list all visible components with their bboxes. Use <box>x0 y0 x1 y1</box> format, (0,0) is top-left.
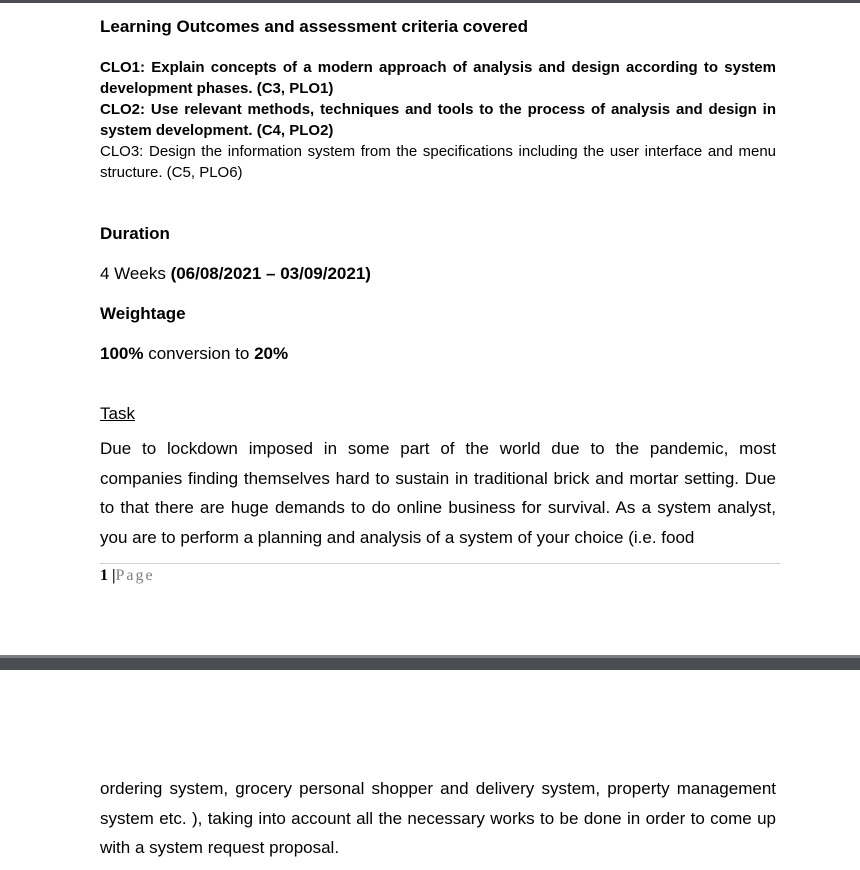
footer-divider <box>100 563 780 564</box>
task-heading: Task <box>100 404 135 423</box>
clo3-text: CLO3: Design the information system from the specifications including the user interface and menu structure. (C5, PLO6) <box>100 143 776 181</box>
page-label: Page <box>115 567 155 584</box>
weightage-value <box>100 344 288 364</box>
weightage-to: 20% <box>254 344 289 363</box>
page-number: 1 <box>100 567 108 584</box>
duration-heading: Duration <box>100 224 170 243</box>
clo-list <box>100 57 776 183</box>
task-paragraph-part2 <box>100 774 776 863</box>
footer-separator: | <box>112 567 116 584</box>
clo2-text: CLO2: Use relevant methods, techniques and tools to the process of analysis and design in system development. (C4, PLO2) <box>100 101 776 139</box>
duration-value <box>100 264 371 284</box>
page-gap-highlight <box>0 655 860 658</box>
duration-weeks: 4 Weeks <box>100 264 166 283</box>
weightage-from: 100% <box>100 344 144 363</box>
task-text-2: ordering system, grocery personal shopper and delivery system, property management system etc. ), taking into account all the necessary works to be done in order to come up with a system request proposal. <box>100 779 776 858</box>
task-paragraph-part1 <box>100 434 776 553</box>
duration-dates: (06/08/2021 – 03/09/2021) <box>170 264 371 283</box>
weightage-middle: conversion to <box>148 344 250 363</box>
clo1-text: CLO1: Explain concepts of a modern approach of analysis and design according to system development phases. (C3, PLO1) <box>100 59 776 97</box>
document-page-1 <box>0 3 860 655</box>
learning-outcomes-heading: Learning Outcomes and assessment criteria covered <box>100 17 529 36</box>
document-page-2 <box>0 670 860 870</box>
weightage-heading: Weightage <box>100 304 186 323</box>
page-footer <box>100 567 155 585</box>
task-text-1: Due to lockdown imposed in some part of the world due to the pandemic, most companies finding themselves hard to sustain in traditional brick and mortar setting. Due to that there are huge demands to do online business for survival. As a system analyst, you are to perform a planning and analysis of a system of your choice (i.e. food <box>100 439 776 548</box>
